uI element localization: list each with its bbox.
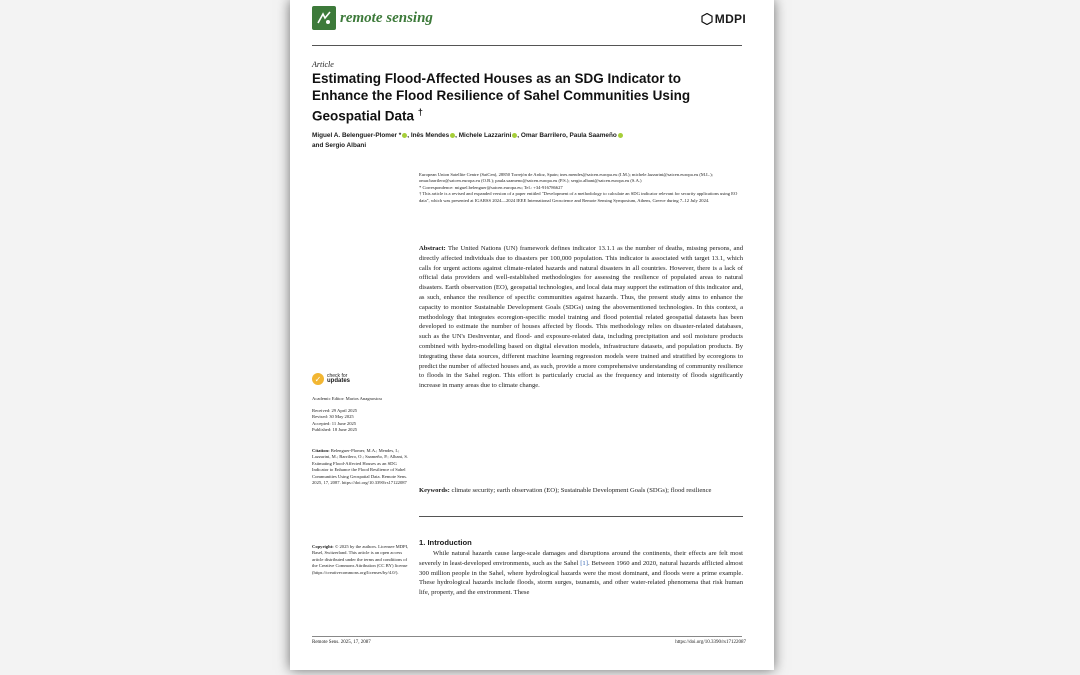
keywords-label: Keywords: <box>419 487 450 494</box>
author[interactable]: Omar Barrilero <box>520 132 566 139</box>
orcid-icon[interactable] <box>402 133 407 138</box>
author[interactable]: Inês Mendes <box>410 132 450 139</box>
date-revised: Revised: 30 May 2025 <box>312 414 354 420</box>
journal-name: remote sensing <box>340 9 433 26</box>
citation-label: Citation: <box>312 448 330 453</box>
journal-logo-icon <box>312 6 336 30</box>
publication-dates <box>312 408 412 434</box>
keywords-text: climate security; earth observation (EO); Sustainable Development Goals (SDGs); flood resilience <box>451 487 712 494</box>
copyright-text: © 2025 by the authors. Licensee MDPI, Basel, Switzerland. This article is an open access article distributed under the terms and conditions of the Creative Commons Attribution (CC BY) license (https://creativecommons.org/licenses/by/4.0/). <box>312 544 409 575</box>
copyright-block <box>312 544 412 576</box>
check-updates-icon: ✓ <box>312 373 324 385</box>
footer-divider <box>312 636 742 637</box>
section-heading: 1. Introduction <box>419 538 472 547</box>
correspondence: * Correspondence: miguel.belenguer@satcen.europa.eu; Tel.: +34-916786627 <box>419 184 563 190</box>
citation-link[interactable]: [1] <box>580 559 588 567</box>
paper-title <box>312 70 732 125</box>
intro-text: While natural hazards cause large-scale damages and disruptions around the continents, their effects are felt most severely in least-developed environments, such as the Sahel <box>419 550 743 567</box>
author[interactable]: and Sergio Albani <box>312 142 367 149</box>
header-divider <box>312 45 742 46</box>
citation-block <box>312 448 412 486</box>
orcid-icon[interactable] <box>512 133 517 138</box>
date-published: Published: 18 June 2025 <box>312 427 358 433</box>
check-updates-label <box>327 374 350 385</box>
article-type: Article <box>312 60 334 69</box>
copyright-label: Copyright: <box>312 544 334 549</box>
title-footnote-mark: † <box>417 107 423 117</box>
author[interactable]: Paula Saameño <box>569 132 617 139</box>
check-for-updates-badge[interactable] <box>312 373 350 385</box>
footer-journal-ref: Remote Sens. 2025, 17, 2087 <box>312 640 371 645</box>
citation-text: Belenguer-Plomer, M.A.; Mendes, I.; Lazzarini, M.; Barrilero, O.; Saameño, P.; Albani, S. Estimating Flood-Affected Houses as an SDG Indicator to Enhance the Flood Resilience of Sahel Communities Using Geospatial Data. Remote Sens. 2025, 17, 2087. https://doi.org/10.3390/rs17122087 <box>312 448 409 486</box>
date-received: Received: 29 April 2025 <box>312 408 358 413</box>
affiliation-text: European Union Satellite Centre (SatCen), 28850 Torrejón de Ardoz, Spain; ines.mendes@satcen.europa.eu (I.M.); michele.lazzarini@satcen.europa.eu (M.L.); omar.barrilero@satcen.europa.eu (O.B.); paula.saameno@satcen.europa.eu (P.S.); sergio.albani@satcen.europa.eu (S.A.) <box>419 172 713 184</box>
author[interactable]: Miguel A. Belenguer-Plomer * <box>312 132 402 139</box>
check-updates-line2: updates <box>327 378 351 384</box>
journal-header <box>312 6 433 30</box>
keywords <box>419 486 743 496</box>
footer-doi-link[interactable]: https://doi.org/10.3390/rs17122087 <box>675 640 746 645</box>
date-accepted: Accepted: 11 June 2025 <box>312 420 357 426</box>
title-text: Estimating Flood-Affected Houses as an SDG Indicator to Enhance the Flood Resilience of Sahel Communities Using Geospatial Data <box>312 71 691 124</box>
abstract <box>419 244 743 391</box>
abstract-label: Abstract: <box>419 245 446 252</box>
academic-editor: Academic Editor: Marios Anagnostou <box>312 396 382 401</box>
document-page <box>290 0 774 670</box>
publisher-name: MDPI <box>714 12 746 26</box>
keywords-divider <box>419 516 743 517</box>
title-footnote: † This article is a revised and expanded version of a paper entitled "Development of a methodology to calculate an SDG indicator relevant for security applications using EO data", which was presented at IGARSS 2024—2024 IEEE International Geoscience and Remote Sensing Symposium, Athens, Greece during 7–12 July 2024. <box>419 191 738 203</box>
author-list: Miguel A. Belenguer-Plomer * , Inês Mendes , Michele Lazzarini , Omar Barrilero, Paula Saameño and Sergio Albani <box>312 131 732 151</box>
affiliations <box>419 172 745 204</box>
intro-text: . Between 1960 and 2020, natural hazards afflicted almost 300 million people in the Sahel, where hydrological hazards were the most dominant, and floods were a prime example. These hydrological hazards include floods, storm surges, tsunamis, and other water-related phenomena that risk human life, property, and the environment. These <box>419 559 743 597</box>
mdpi-hex-icon <box>701 13 713 25</box>
publisher-logo <box>701 12 746 26</box>
check-updates-line1: check for <box>327 372 348 379</box>
author[interactable]: Michele Lazzarini <box>458 132 512 139</box>
orcid-icon[interactable] <box>618 133 623 138</box>
orcid-icon[interactable] <box>450 133 455 138</box>
intro-paragraph <box>419 549 743 598</box>
abstract-text: The United Nations (UN) framework defines indicator 13.1.1 as the number of deaths, missing persons, and directly affected individuals due to disasters per 100,000 population. This indicator is associated with target 13.1, which calls for urgent actions against climate-related hazards and natural disasters in all countries. However, there is a lack of official data providers and well-established methodologies for assessing the resilience of populated areas to natural disasters. Earth observation (EO), geospatial technologies, and local data may support the estimation of this indicator and, as such, enhance the resilience of specific communities against hazards. Thus, the present study aims to enhance the capacity to monitor Sustainable Development Goals (SDGs) using the abovementioned technologies. In this context, a methodology that integrates ecoregion-specific model training and flood potential related geospatial datasets has been developed to estimate the number of houses affected by floods. This methodology relies on disaster-related databases, such as the UN's DesInventar, and flood- and exposure-related data, including precipitation and soil moisture products combined with hydro-modelling based on digital elevation models, infrastructure datasets, and population products. By integrating these data sources, different machine learning regression models were trained and stratified by ecoregions to predict the number of affected houses and, as such, provide a more comprehensive understanding of community resilience to floods in the Sahel region. This effort is particularly crucial as the frequency and intensity of floods significantly increase in many areas due to climate change. <box>419 245 743 390</box>
